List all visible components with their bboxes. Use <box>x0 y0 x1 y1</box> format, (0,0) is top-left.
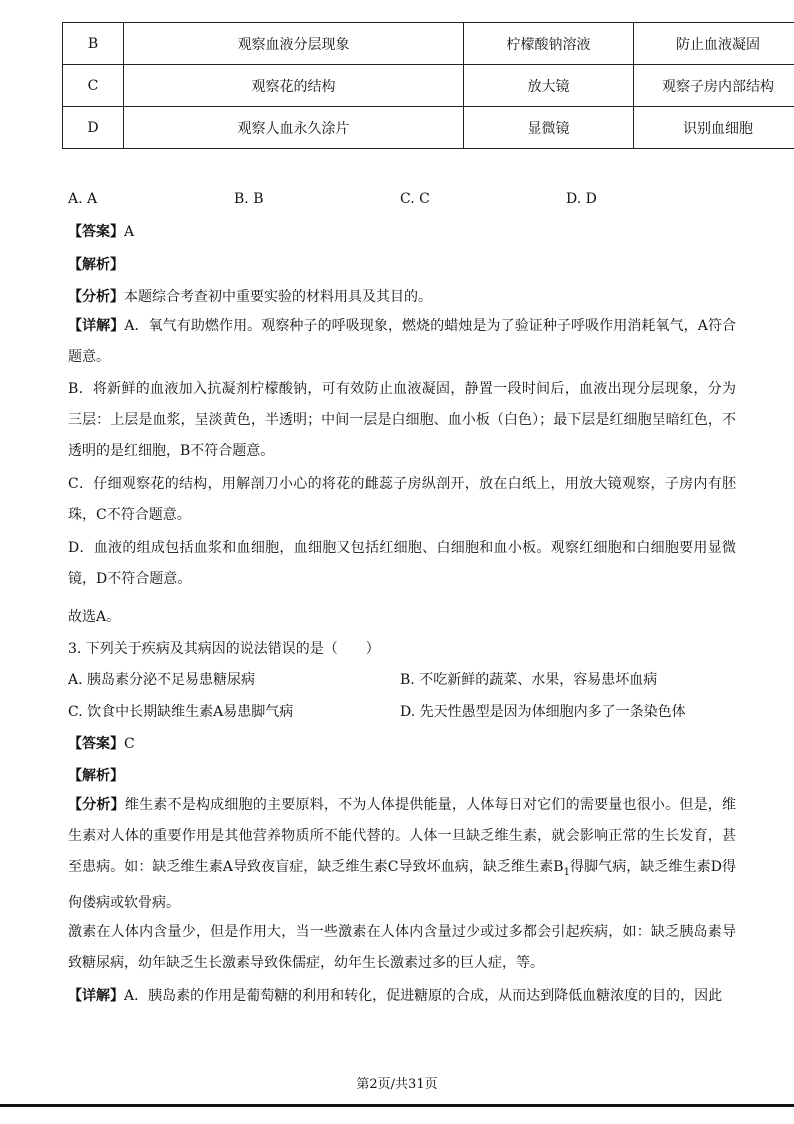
bottom-divider <box>0 1104 794 1107</box>
q2-detail-b: B．将新鲜的血液加入抗凝剂柠檬酸钠，可有效防止血液凝固，静置一段时间后，血液出现分层现象，分为三层：上层是血浆，呈淡黄色，半透明；中间一层是白细胞、血小板（白色）；最下层是红细胞呈暗红色，不透明的是红细胞，B不符合题意。 <box>68 381 736 459</box>
table-cell: 观察子房内部结构 <box>634 65 794 107</box>
q3-options-row1 <box>68 669 736 689</box>
detail-tag: 【详解】 <box>68 988 124 1004</box>
answer-value: A <box>124 224 135 240</box>
q2-detail-d: D．血液的组成包括血浆和血细胞，血细胞又包括红细胞、白细胞和血小板。观察红细胞和白细胞要用显微镜，D不符合题意。 <box>68 540 736 587</box>
answer-tag: 【答案】 <box>68 224 124 240</box>
q2-option-a: A. A <box>68 191 98 207</box>
table-cell: 观察花的结构 <box>124 65 464 107</box>
q3-option-d: D. 先天性愚型是因为体细胞内多了一条染色体 <box>400 704 686 720</box>
q2-detail-a <box>68 311 736 373</box>
fenxi-tag: 【分析】 <box>68 797 125 813</box>
detail-tag: 【详解】 <box>68 318 125 334</box>
q2-conclusion: 故选A。 <box>68 609 121 625</box>
answer-value: C <box>124 736 135 752</box>
table-cell: 柠檬酸钠溶液 <box>464 23 634 65</box>
fenxi-tag: 【分析】 <box>68 289 124 305</box>
q3-stem: 3. 下列关于疾病及其病因的说法错误的是（ ） <box>68 641 380 657</box>
table-cell: B <box>63 23 124 65</box>
q2-option-c: C. C <box>400 191 430 207</box>
q3-fenxi <box>68 790 736 919</box>
fenxi-subscript: 1 <box>563 866 570 878</box>
q2-answer <box>68 221 134 241</box>
table-cell: 观察人血永久涂片 <box>124 107 464 149</box>
table-cell: D <box>63 107 124 149</box>
table-cell: C <box>63 65 124 107</box>
fenxi-text-post: 得脚气病，缺乏维生素D得佝偻病或软骨病。 <box>68 859 736 911</box>
q2-fenxi <box>68 286 432 306</box>
q3-hormone-paragraph: 激素在人体内含量少，但是作用大，当一些激素在人体内含量过少或过多都会引起疾病，如：缺乏胰岛素导致糖尿病，幼年缺乏生长激素导致侏儒症，幼年生长激素过多的巨人症，等。 <box>68 924 736 971</box>
q3-option-b: B. 不吃新鲜的蔬菜、水果，容易患坏血病 <box>400 672 658 688</box>
q3-options-row2 <box>68 701 736 721</box>
answer-tag: 【答案】 <box>68 736 124 752</box>
table-row <box>63 107 794 149</box>
table-cell: 防止血液凝固 <box>634 23 794 65</box>
detail-a-text: A．氧气有助燃作用。观察种子的呼吸现象，燃烧的蜡烛是为了验证种子呼吸作用消耗氧气，A符合题意。 <box>68 318 737 365</box>
q3-option-c: C. 饮食中长期缺维生素A易患脚气病 <box>68 704 294 720</box>
q2-options <box>68 191 736 211</box>
q2-option-b: B. B <box>234 191 264 207</box>
table-cell: 观察血液分层现象 <box>124 23 464 65</box>
experiment-table <box>62 22 794 149</box>
fenxi-text: 本题综合考查初中重要实验的材料用具及其目的。 <box>124 289 432 305</box>
q3-detail-a <box>68 981 736 1012</box>
q3-option-a: A. 胰岛素分泌不足易患糖尿病 <box>68 672 256 688</box>
q2-option-d: D. D <box>566 191 597 207</box>
table-cell: 显微镜 <box>464 107 634 149</box>
detail-a-text: A．胰岛素的作用是葡萄糖的利用和转化，促进糖原的合成，从而达到降低血糖浓度的目的，因此 <box>124 988 723 1004</box>
table-cell: 识别血细胞 <box>634 107 794 149</box>
table-row <box>63 23 794 65</box>
table-cell: 放大镜 <box>464 65 634 107</box>
table-row <box>63 65 794 107</box>
q2-analysis-tag: 【解析】 <box>68 257 124 273</box>
q3-analysis-tag: 【解析】 <box>68 768 124 784</box>
q3-answer <box>68 733 135 753</box>
fenxi-text-pre: 维生素不是构成细胞的主要原料，不为人体提供能量，人体每日对它们的需要量也很小。但是，维生素对人体的重要作用是其他营养物质所不能代替的。人体一旦缺乏维生素，就会影响正常的生长发育，甚至患病。如：缺乏维生素A导致夜盲症，缺乏维生素C导致坏血病，缺乏维生素B <box>68 797 737 875</box>
q2-detail-c: C．仔细观察花的结构，用解剖刀小心的将花的雌蕊子房纵剖开，放在白纸上，用放大镜观察，子房内有胚珠，C不符合题意。 <box>68 476 736 523</box>
page-footer: 第2页/共31页 <box>356 1077 438 1092</box>
